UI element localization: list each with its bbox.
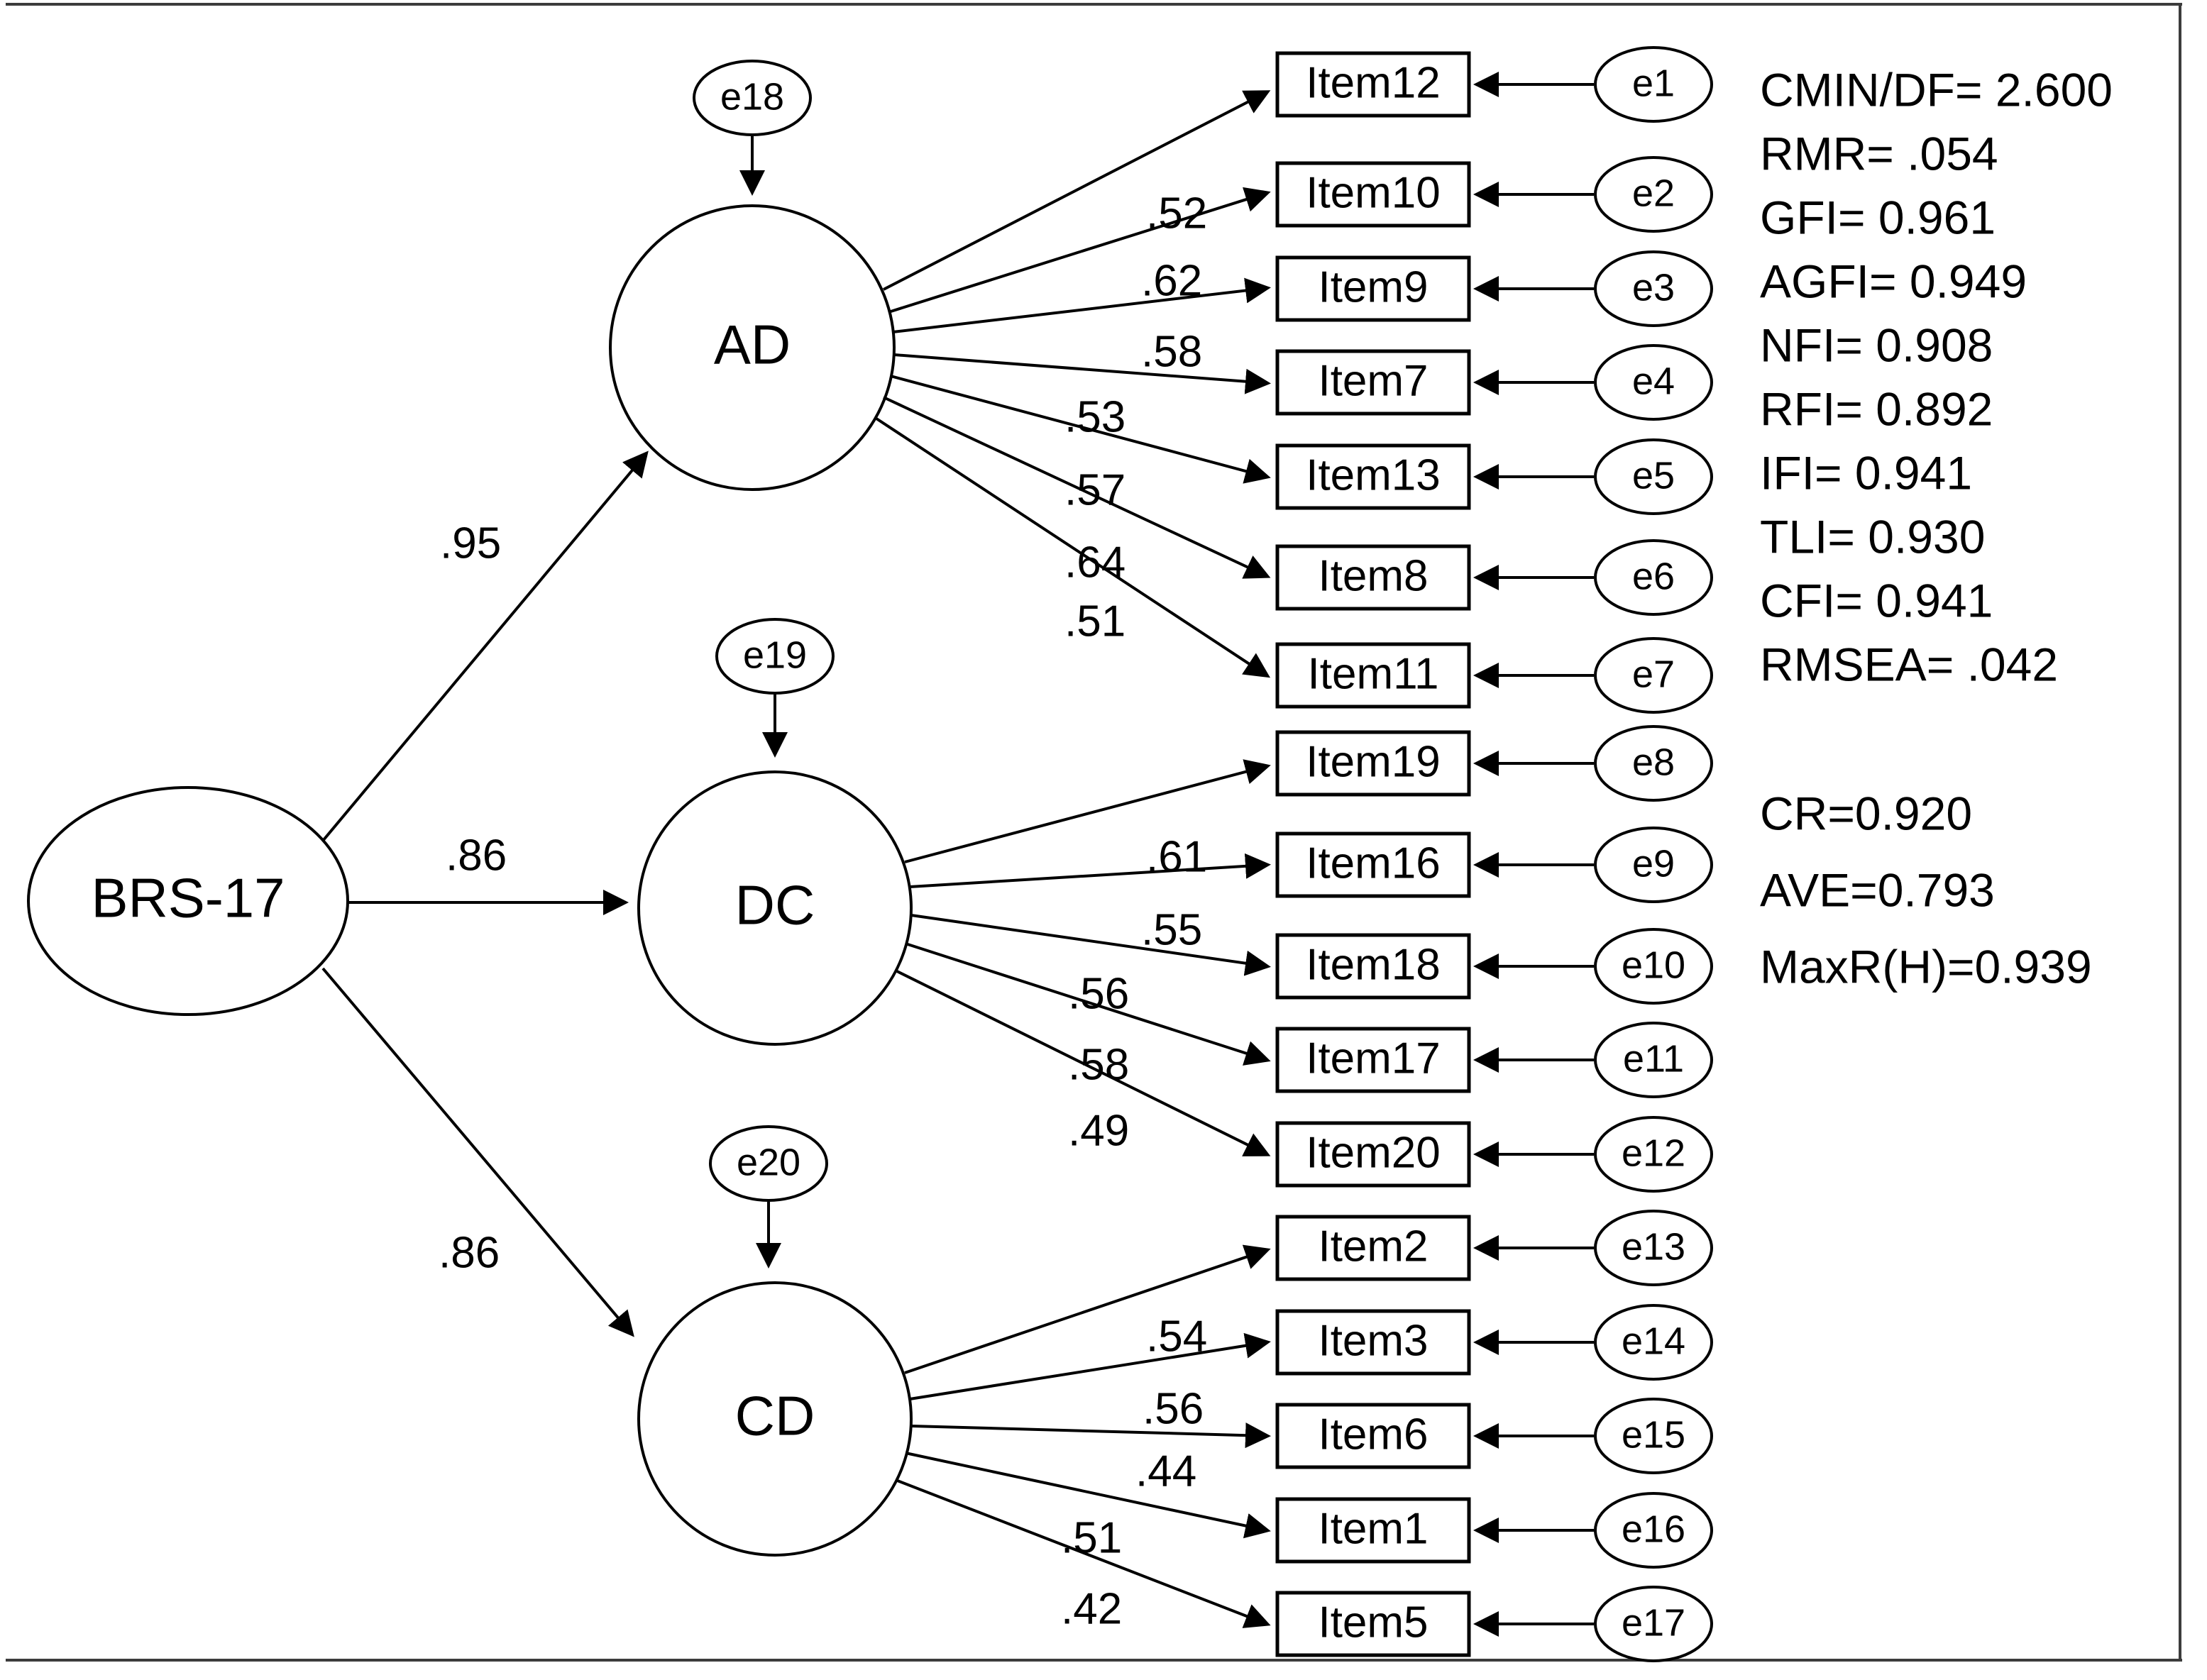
node-error-e19	[717, 619, 833, 753]
item8-label: Item8	[1318, 551, 1429, 601]
node-brs17	[28, 788, 348, 1015]
indicator-item6	[1277, 1399, 1712, 1473]
rel-stat-maxrh: MaxR(H)=0.939	[1760, 940, 2092, 993]
item19-label: Item19	[1306, 737, 1441, 787]
indicator-item1	[1277, 1493, 1712, 1567]
loading-cd-item6: .56	[1143, 1384, 1204, 1434]
error-e16-label: e16	[1621, 1508, 1686, 1551]
item11-label: Item11	[1307, 649, 1439, 699]
node-factor-dc	[639, 772, 911, 1044]
indicator-item5	[1277, 1587, 1712, 1661]
loading-ad-extra: .51	[1064, 597, 1126, 646]
coef-brs17-cd: .86	[439, 1228, 500, 1278]
edge-brs17-cd	[323, 968, 632, 1334]
factor-dc-label: DC	[734, 873, 815, 936]
item6-label: Item6	[1318, 1410, 1429, 1459]
error-e8-label: e8	[1631, 741, 1675, 784]
item1-label: Item1	[1318, 1504, 1429, 1554]
error-e4-label: e4	[1631, 360, 1675, 403]
loading-ad-item9: .62	[1141, 256, 1203, 306]
fit-stat-agfi: AGFI= 0.949	[1760, 255, 2027, 308]
loading-cd-item1: .44	[1135, 1447, 1197, 1496]
factor-ad-label: AD	[713, 313, 791, 376]
item18-label: Item18	[1306, 940, 1441, 990]
edge-dc-item16	[910, 865, 1267, 887]
rel-stat-ave: AVE=0.793	[1760, 863, 1995, 917]
item17-label: Item17	[1306, 1034, 1441, 1083]
loading-ad-item8: .57	[1064, 465, 1126, 515]
node-factor-ad	[610, 206, 894, 490]
item10-label: Item10	[1306, 168, 1441, 218]
edge-brs17-ad	[323, 454, 646, 841]
fit-statistics-panel	[1760, 63, 2113, 690]
fit-stat-tli: TLI= 0.930	[1760, 510, 1986, 563]
reliability-statistics-panel	[1760, 787, 2092, 993]
edge-ad-item12	[884, 92, 1267, 289]
brs17-label: BRS-17	[91, 866, 285, 929]
coef-brs17-ad: .95	[440, 519, 502, 568]
indicator-item10	[1277, 158, 1712, 231]
edge-dc-item18	[911, 915, 1267, 966]
indicator-item16	[1277, 828, 1712, 902]
fit-stat-rmr: RMR= .054	[1760, 127, 1998, 180]
fit-stat-nfi: NFI= 0.908	[1760, 319, 1993, 372]
item5-label: Item5	[1318, 1598, 1429, 1647]
edge-cd-item2	[905, 1250, 1267, 1373]
factor-cd-label: CD	[734, 1384, 815, 1447]
loading-ad-item10: .52	[1146, 189, 1208, 238]
node-factor-cd	[639, 1283, 911, 1555]
loading-cd-item2: .42	[1061, 1584, 1123, 1634]
loading-dc-item19: .49	[1068, 1106, 1130, 1156]
indicator-item17	[1277, 1023, 1712, 1097]
node-error-e20	[710, 1127, 827, 1264]
indicator-item2	[1277, 1211, 1712, 1285]
coef-brs17-dc: .86	[446, 831, 507, 880]
error-e5-label: e5	[1631, 454, 1675, 497]
error-e13-label: e13	[1621, 1225, 1686, 1269]
fit-stat-rmsea: RMSEA= .042	[1760, 638, 2059, 691]
loading-ad-item11: .64	[1064, 538, 1126, 587]
edge-ad-item7	[894, 355, 1267, 383]
item13-label: Item13	[1306, 451, 1441, 500]
loading-dc-item18: .55	[1141, 905, 1203, 955]
indicator-item11	[1277, 639, 1712, 712]
error-e9-label: e9	[1631, 842, 1675, 885]
indicator-item18	[1277, 929, 1712, 1003]
node-error-e18	[694, 61, 810, 192]
edge-cd-item6	[911, 1426, 1267, 1436]
rel-stat-cr: CR=0.920	[1760, 787, 1973, 840]
error-e12-label: e12	[1621, 1132, 1686, 1175]
error-e19-label: e19	[742, 634, 808, 677]
error-e17-label: e17	[1621, 1601, 1686, 1645]
indicator-item7	[1277, 346, 1712, 419]
item9-label: Item9	[1318, 262, 1429, 312]
error-e6-label: e6	[1631, 555, 1675, 598]
loading-dc-item17: .56	[1068, 969, 1130, 1019]
fit-stat-gfi: GFI= 0.961	[1760, 191, 1996, 244]
error-e18-label: e18	[720, 75, 785, 118]
item7-label: Item7	[1318, 356, 1429, 406]
fit-stat-cfi: CFI= 0.941	[1760, 574, 1993, 627]
edge-dc-item19	[905, 766, 1267, 862]
edge-cd-item3	[910, 1342, 1267, 1399]
item2-label: Item2	[1318, 1222, 1429, 1271]
error-e14-label: e14	[1621, 1320, 1686, 1363]
edge-ad-item9	[893, 288, 1267, 332]
item16-label: Item16	[1306, 839, 1441, 888]
error-e7-label: e7	[1631, 653, 1675, 696]
loading-cd-item3: .54	[1146, 1312, 1208, 1361]
indicator-item20	[1277, 1117, 1712, 1191]
error-e1-label: e1	[1631, 62, 1675, 105]
error-e2-label: e2	[1631, 172, 1675, 215]
indicator-item12	[1277, 48, 1712, 121]
indicator-item9	[1277, 252, 1712, 326]
fit-stat-ifi: IFI= 0.941	[1760, 446, 1973, 499]
item20-label: Item20	[1306, 1128, 1441, 1178]
error-e15-label: e15	[1621, 1413, 1686, 1457]
item3-label: Item3	[1318, 1316, 1429, 1366]
loading-ad-item7: .58	[1141, 327, 1203, 377]
item12-label: Item12	[1306, 58, 1441, 108]
loading-dc-item16: .61	[1146, 832, 1208, 882]
indicator-item8	[1277, 541, 1712, 614]
indicator-item19	[1277, 726, 1712, 800]
indicator-item13	[1277, 440, 1712, 514]
fit-stat-cmin-df: CMIN/DF= 2.600	[1760, 63, 2113, 116]
error-e3-label: e3	[1631, 266, 1675, 309]
error-e20-label: e20	[736, 1141, 801, 1184]
loading-dc-item20: .58	[1068, 1040, 1130, 1090]
loading-ad-item13: .53	[1064, 392, 1126, 442]
indicator-item3	[1277, 1305, 1712, 1379]
error-e10-label: e10	[1621, 944, 1686, 987]
error-e11-label: e11	[1622, 1037, 1685, 1081]
loading-cd-item5: .51	[1061, 1513, 1123, 1563]
fit-stat-rfi: RFI= 0.892	[1760, 382, 1993, 436]
